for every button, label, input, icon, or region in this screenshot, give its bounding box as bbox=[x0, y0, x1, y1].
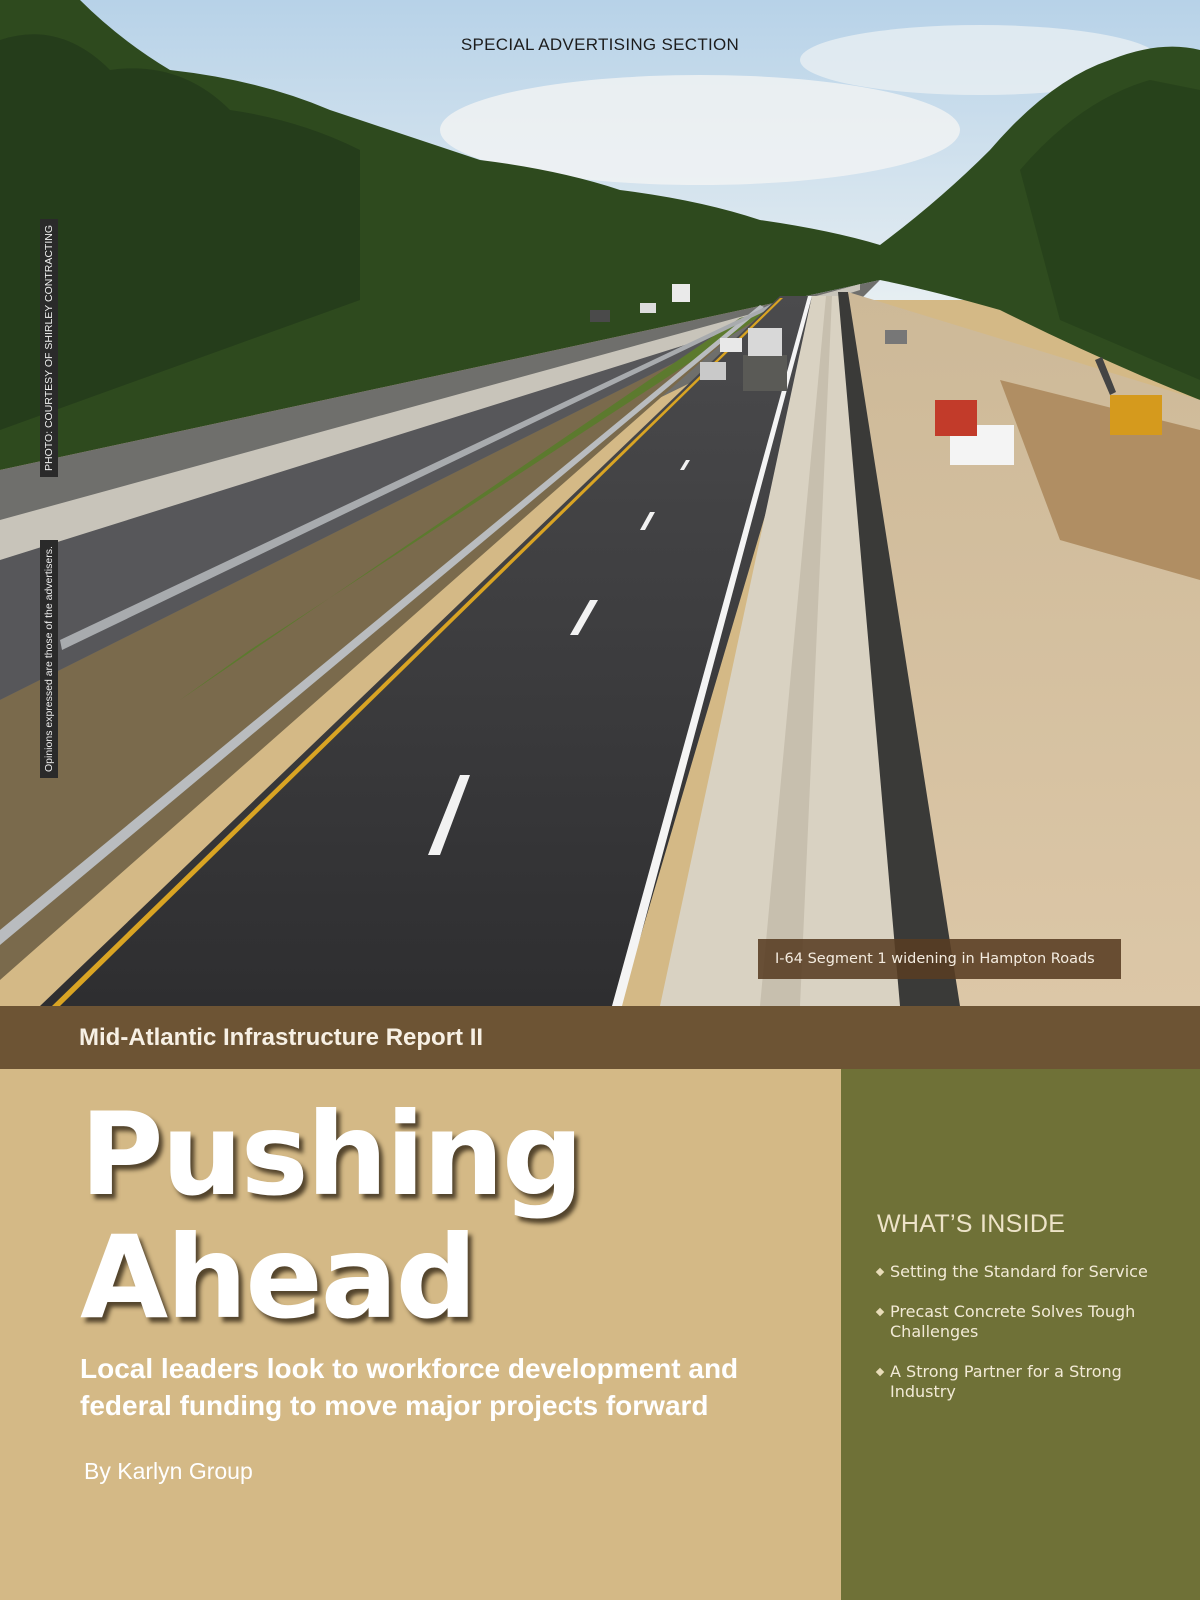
report-banner: Mid-Atlantic Infrastructure Report II bbox=[0, 1006, 1200, 1069]
photo-credit: PHOTO: COURTESY OF SHIRLEY CONTRACTING bbox=[40, 219, 58, 477]
headline-line-1: Pushing bbox=[80, 1088, 582, 1221]
list-item-label: Setting the Standard for Service bbox=[890, 1262, 1148, 1281]
whats-inside-list bbox=[877, 1262, 1177, 1422]
byline: By Karlyn Group bbox=[84, 1458, 253, 1484]
advertiser-disclaimer: Opinions expressed are those of the advertisers. bbox=[40, 540, 58, 778]
subheadline: Local leaders look to workforce development and federal funding to move major projects forward bbox=[80, 1353, 739, 1421]
headline bbox=[80, 1088, 582, 1344]
list-item-label: Precast Concrete Solves Tough Challenges bbox=[890, 1302, 1136, 1341]
list-item[interactable] bbox=[877, 1262, 1177, 1282]
list-item-label: A Strong Partner for a Strong Industry bbox=[890, 1362, 1122, 1401]
special-section-label: SPECIAL ADVERTISING SECTION bbox=[460, 35, 740, 54]
diamond-bullet-icon bbox=[876, 1368, 884, 1376]
list-item[interactable] bbox=[877, 1302, 1177, 1342]
photo-caption: I-64 Segment 1 widening in Hampton Roads bbox=[758, 939, 1121, 979]
list-item[interactable] bbox=[877, 1362, 1177, 1402]
headline-line-2: Ahead bbox=[80, 1211, 476, 1344]
whats-inside-title: WHAT’S INSIDE bbox=[877, 1210, 1066, 1238]
diamond-bullet-icon bbox=[876, 1308, 884, 1316]
diamond-bullet-icon bbox=[876, 1268, 884, 1276]
